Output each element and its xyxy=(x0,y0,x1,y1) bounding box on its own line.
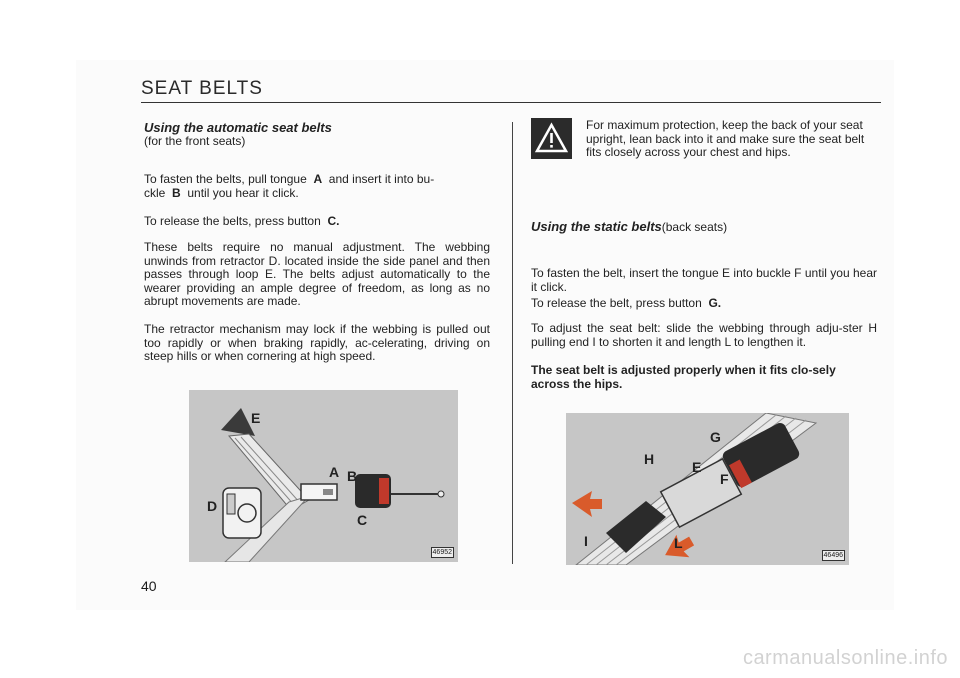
page-title: SEAT BELTS xyxy=(141,78,263,99)
static-release-text: To release the belt, press button xyxy=(531,296,702,310)
fasten-text-1: To fasten the belts, pull tongue xyxy=(144,172,307,186)
title-rule xyxy=(141,102,881,103)
key-a: A xyxy=(313,172,323,186)
label-d: D xyxy=(207,498,218,514)
fasten-text-2: and insert it into bu- xyxy=(328,172,435,186)
static-release-paragraph xyxy=(531,297,877,311)
release-text: To release the belts, press button xyxy=(144,214,321,228)
column-divider xyxy=(512,122,513,564)
adjust-paragraph: To adjust the seat belt: slide the webbing through adju-ster H pulling end I to shorten it and length L to lengthen it. xyxy=(531,321,877,349)
figure-number-right: 46496 xyxy=(823,552,843,559)
rear-belt-illustration xyxy=(566,413,849,565)
key-b: B xyxy=(172,185,181,200)
label-b: B xyxy=(347,468,358,484)
key-c: C. xyxy=(327,214,340,228)
fasten-text-4: until you hear it click. xyxy=(187,185,299,200)
label-a: A xyxy=(329,464,340,480)
arrow-left-shape xyxy=(572,491,602,517)
page-number: 40 xyxy=(141,578,157,594)
fasten-paragraph xyxy=(144,173,490,200)
front-belt-illustration xyxy=(189,390,458,562)
label-g: G xyxy=(710,429,721,445)
label-e: E xyxy=(251,410,261,426)
static-belts-subheading: (back seats) xyxy=(661,220,728,234)
figure-number: 46952 xyxy=(432,549,452,556)
static-belts-heading: Using the static belts xyxy=(531,219,662,234)
key-g: G. xyxy=(708,296,722,310)
label-f: F xyxy=(720,471,729,487)
label-h: H xyxy=(644,451,655,467)
adjusted-properly-note: The seat belt is adjusted properly when it fits clo-sely across the hips. xyxy=(531,363,836,391)
warning-text: For maximum protection, keep the back of your seat upright, lean back into it and make sure the seat belt fits closely across your chest and hips. xyxy=(586,118,865,160)
watermark: carmanualsonline.info xyxy=(742,647,948,669)
label-l: L xyxy=(674,535,683,551)
automatic-belts-subheading: (for the front seats) xyxy=(144,134,246,148)
release-paragraph xyxy=(144,215,490,229)
automatic-belts-heading: Using the automatic seat belts xyxy=(144,120,332,135)
static-belts-heading-line xyxy=(531,220,727,235)
retractor-paragraph: The retractor mechanism may lock if the webbing is pulled out too rapidly or when braking rapidly, ac-celerating, driving on steep hills or when cornering at high speed. xyxy=(144,322,490,364)
webbing-paragraph: These belts require no manual adjustment. The webbing unwinds from retractor D. located inside the side panel and then passes through loop E. The belts adjust automatically to the wearer providing an ample degree of freedom, as long as no abrupt movements are made. xyxy=(144,240,490,309)
warning-icon xyxy=(531,118,572,159)
anchor-e-shape xyxy=(221,408,255,436)
label-e-right: E xyxy=(692,459,702,475)
static-fasten-paragraph: To fasten the belt, insert the tongue E into buckle F until you hear it click. xyxy=(531,266,877,294)
label-i: I xyxy=(584,533,588,549)
fasten-text-3: ckle xyxy=(144,185,166,200)
label-c: C xyxy=(357,512,368,528)
